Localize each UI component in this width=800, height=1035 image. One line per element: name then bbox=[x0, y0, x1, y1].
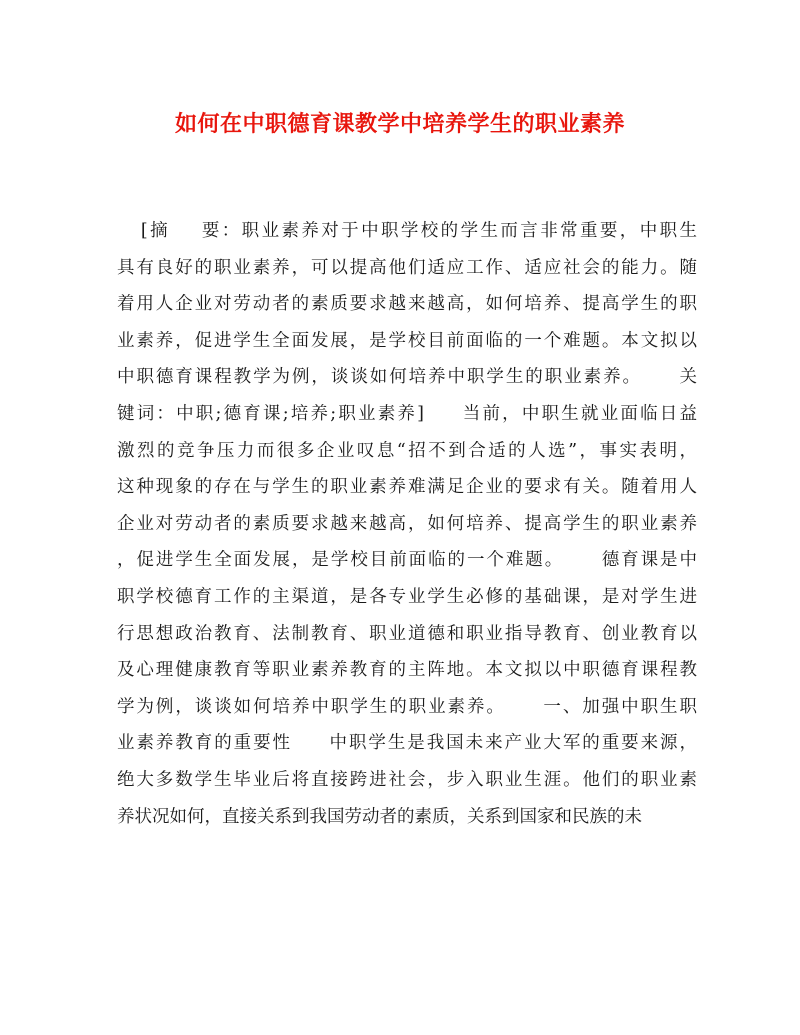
body-line: ，促进学生全面发展，是学校目前面临的一个难题。 德育课是中 bbox=[117, 550, 697, 571]
body-line: 企业对劳动者的素质要求越来越高，如何培养、提高学生的职业素养 bbox=[117, 513, 697, 534]
body-line: 键词：中职;德育课;培养;职业素养] 当前，中职生就业面临日益 bbox=[117, 403, 697, 424]
body-line: 激烈的竞争压力而很多企业叹息“招不到合适的人选”，事实表明， bbox=[117, 440, 697, 461]
document-body bbox=[117, 213, 697, 835]
document-title: 如何在中职德育课教学中培养学生的职业素养 bbox=[174, 111, 625, 137]
body-line: 及心理健康教育等职业素养教育的主阵地。本文拟以中职德育课程教 bbox=[117, 660, 697, 681]
body-line: [摘 要：职业素养对于中职学校的学生而言非常重要，中职生 bbox=[117, 221, 697, 241]
body-line: 学为例，谈谈如何培养中职学生的职业素养。 一、加强中职生职 bbox=[117, 696, 697, 717]
body-line: 中职德育课程教学为例，谈谈如何培养中职学生的职业素养。 关 bbox=[117, 367, 697, 388]
body-line: 着用人企业对劳动者的素质要求越来越高，如何培养、提高学生的职 bbox=[117, 294, 697, 315]
body-line: 职学校德育工作的主渠道，是各专业学生必修的基础课，是对学生进 bbox=[117, 586, 697, 607]
body-line: 绝大多数学生毕业后将直接跨进社会，步入职业生涯。他们的职业素 bbox=[117, 769, 697, 790]
body-line: 养状况如何，直接关系到我国劳动者的素质，关系到国家和民族的未 bbox=[117, 806, 642, 827]
body-line: 这种现象的存在与学生的职业素养难满足企业的要求有关。随着用人 bbox=[117, 477, 697, 498]
body-line: 业素养教育的重要性 中职学生是我国未来产业大军的重要来源， bbox=[117, 733, 697, 754]
body-line: 行思想政治教育、法制教育、职业道德和职业指导教育、创业教育以 bbox=[117, 623, 697, 644]
body-line: 具有良好的职业素养，可以提高他们适应工作、适应社会的能力。随 bbox=[117, 257, 697, 278]
body-line: 业素养，促进学生全面发展，是学校目前面临的一个难题。本文拟以 bbox=[117, 330, 697, 351]
